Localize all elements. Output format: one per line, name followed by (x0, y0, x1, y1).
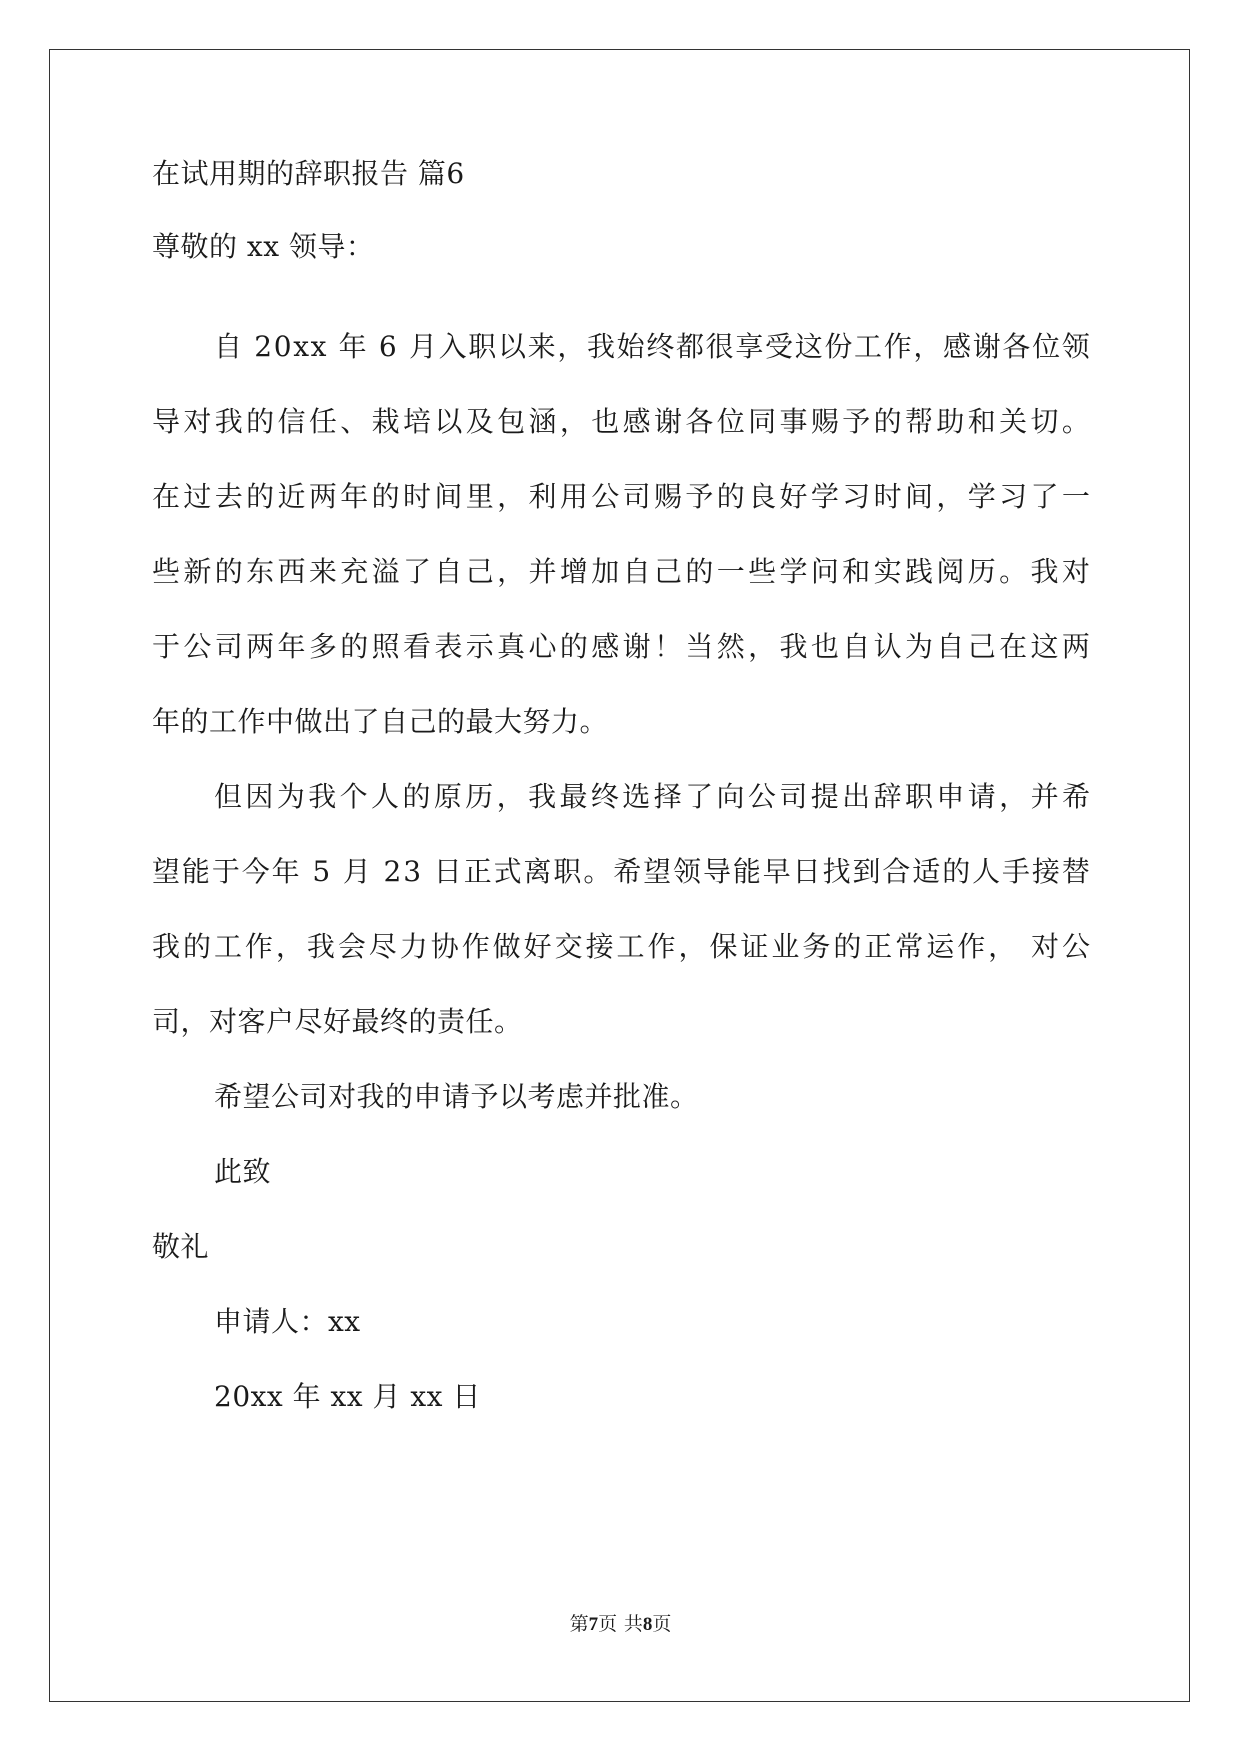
body-line-2: 导 对 我 的 信 任 、 栽 培 以 及 包 涵 ， 也 感 谢 各 位 同 事 赐 予 的 帮 助 和 关 切 。 (152, 405, 1090, 438)
body-line-7: 但 因 为 我 个 人 的 原 历 ， 我 最 终 选 择 了 向 公 司 提 出 辞 职 申 请 ， 并 希 (214, 780, 1090, 813)
document-title: 在试用期的辞职报告 篇6 (152, 157, 465, 190)
body-line-1: 自 2 0 x x 年 6 月 入 职 以 来 ， 我 始 终 都 很 享 受 这 份 工 作 ， 感 谢 各 位 领 (214, 330, 1090, 363)
salutation: 尊敬的 xx 领导： (152, 230, 375, 263)
body-line-3: 在 过 去 的 近 两 年 的 时 间 里 ， 利 用 公 司 赐 予 的 良 好 学 习 时 间 ， 学 习 了 一 (152, 480, 1090, 513)
body-line-10: 司，对客户尽好最终的责任。 (152, 1005, 523, 1038)
body-line-4: 些 新 的 东 西 来 充 溢 了 自 己 ， 并 增 加 自 己 的 一 些 学 问 和 实 践 阅 历 。 我 对 (152, 555, 1090, 588)
request-line: 希望公司对我的申请予以考虑并批准。 (214, 1080, 699, 1113)
footer-prefix: 第 (569, 1614, 589, 1635)
closing-jingli: 敬礼 (152, 1230, 210, 1263)
footer-total-pages: 8 (642, 1614, 653, 1635)
closing-cizhi: 此致 (214, 1155, 272, 1188)
footer-page-number: 7 (588, 1614, 599, 1635)
footer-mid: 页 共 (598, 1614, 643, 1635)
body-line-8: 望 能 于 今 年 5 月 2 3 日 正 式 离 职 。 希 望 领 导 能 早 日 找 到 合 适 的 人 手 接 替 (152, 855, 1090, 888)
footer-suffix: 页 (652, 1614, 672, 1635)
page-footer (0, 1613, 1241, 1637)
body-line-5: 于 公 司 两 年 多 的 照 看 表 示 真 心 的 感 谢 ！ 当 然 ， 我 也 自 认 为 自 己 在 这 两 (152, 630, 1090, 663)
date-line: 20xx 年 xx 月 xx 日 (214, 1380, 481, 1413)
body-line-6: 年的工作中做出了自己的最大努力。 (152, 705, 609, 738)
body-line-9: 我 的 工 作 ， 我 会 尽 力 协 作 做 好 交 接 工 作 ， 保 证 业 务 的 正 常 运 作 ， 对 公 (152, 930, 1090, 963)
applicant-line: 申请人：xx (214, 1305, 361, 1338)
